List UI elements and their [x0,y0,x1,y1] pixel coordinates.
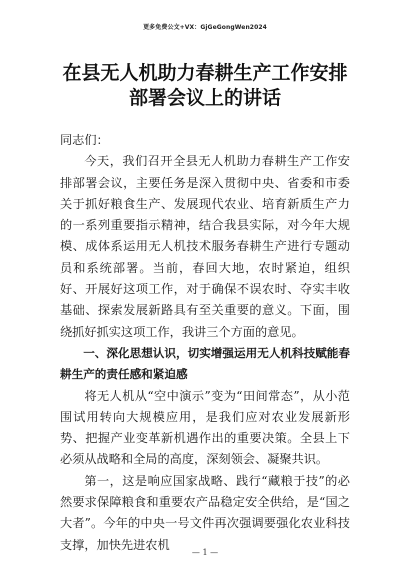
intro-paragraph: 今天，我们召开全县无人机助力春耕生产工作安排部署会议，主要任务是深入贯彻中央、省委和市委关于抓好粮食生产、发展现代农业、培育新质生产力的一系列重要指示精神，结合我县实际，对今年大规模、成体系运用无人机技术服务春耕生产进行专题动员和系统部署。当前，春回大地，农时紧迫，组织好、开展好这项工作，对于确保不误农时、夺实丰收基础、探索发展新路具有至关重要的意义。下面，围绕抓好抓实这项工作，我讲三个方面的意见。 [60,154,350,339]
document-title: 在县无人机助力春耕生产工作安排部署会议上的讲话 [62,62,348,109]
section-heading: 一、深化思想认识，切实增强运用无人机科技赋能春耕生产的责任感和紧迫感 [60,345,350,382]
page-number: — 1 — [191,548,219,557]
document-body [60,130,350,556]
page-header: 更多免费公文+VX：GjGeGongWen2024 [143,24,267,31]
body-paragraph: 将无人机从“空中演示”变为“田间常态”，从小范围试用转向大规模应用，是我们应对农业发展新形势、把握产业变革新机遇作出的重要决策。全县上下必须从战略和全局的高度，深刻领会、凝聚共识。 [60,388,350,467]
salutation: 同志们： [60,133,109,147]
body-paragraph: 第一，这是响应国家战略、践行“藏粮于技”的必然要求保障粮食和重要农产品稳定安全供给，是“国之大者”。今年的中央一号文件再次强调要强化农业科技支撑，加快先进农机 [60,473,350,552]
